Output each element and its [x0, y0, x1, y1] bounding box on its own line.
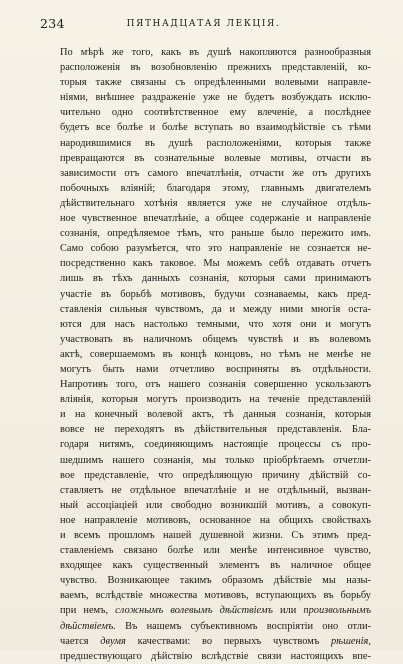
text-line — [60, 619, 371, 634]
text-segment: ются для насъ настолько темными, что хотя они и могутъ — [60, 318, 371, 330]
text-line — [60, 362, 371, 377]
text-segment: зависимости отъ самого впечатлѣнія, отчасти же отъ другихъ — [60, 167, 371, 179]
text-segment: народившимися въ душѣ расположеніями, которыя также — [60, 137, 371, 149]
page-number: 234 — [40, 16, 65, 31]
text-line — [60, 603, 371, 618]
text-segment: ставленія сильныя чувствомъ, да и между ними многія оста- — [60, 303, 371, 315]
text-line — [60, 483, 371, 498]
text-line — [60, 181, 371, 196]
text-segment: превращаются въ сознательные волевые мотивы, отчасти въ — [60, 152, 371, 164]
text-segment: вовсе не переходятъ въ дѣйствительныя представленія. Бла- — [60, 424, 371, 436]
text-segment: чительно одно соотвѣтственное ему влеченіе, а послѣднее — [60, 107, 371, 119]
text-line — [60, 136, 371, 151]
text-line — [60, 558, 371, 573]
text-segment: дѣйствительнаго хотѣнія является уже не случайное отдѣль- — [60, 197, 371, 209]
text-line — [60, 317, 371, 332]
text-line — [60, 241, 371, 256]
text-line — [60, 166, 371, 181]
text-line — [60, 75, 371, 90]
text-line — [60, 332, 371, 347]
text-line — [60, 407, 371, 422]
text-line — [60, 634, 371, 649]
text-line — [60, 45, 371, 60]
text-line — [60, 256, 371, 271]
text-line — [60, 437, 371, 452]
text-segment: или — [272, 605, 304, 617]
text-segment: предшествующаго дѣйствію вслѣдствіе связи настоящихъ впе- — [60, 650, 371, 662]
text-segment: ное направленіе мотивовъ, основанное на общихъ свойствахъ — [60, 514, 371, 526]
text-line — [60, 60, 371, 75]
text-line — [60, 226, 371, 241]
text-segment: ставляетъ не отдѣльное впечатлѣніе и не отдѣльный, вызван- — [60, 484, 371, 496]
text-segment: торыя также связаны съ опредѣленными волевыми направле- — [60, 77, 371, 89]
running-title: ПЯТНАДЦАТАЯ ЛЕКЦІЯ. — [126, 19, 281, 29]
text-line — [60, 271, 371, 286]
text-segment: шедшимъ нашего сознанія, мы только пріобрѣтаемъ отчетли- — [60, 454, 371, 466]
italic-text: рѣшенія, — [330, 635, 371, 647]
text-segment: Въ нашемъ субъективномъ воспріятіи оно отли- — [115, 620, 371, 632]
text-line — [60, 211, 371, 226]
body-text — [60, 45, 371, 664]
text-segment: Само собою разумѣется, что это направленіе не сознается не- — [60, 243, 371, 255]
text-segment: вліянія, которыя могутъ производить на теченіе представленій — [60, 394, 371, 406]
text-line — [60, 392, 371, 407]
text-line — [60, 347, 371, 362]
italic-text: произвольнымъ — [303, 605, 371, 617]
text-segment: ный ассоціаціей или свободно возникшій мотивъ, а совокуп- — [60, 499, 371, 511]
text-segment: ставленіемъ связано болѣе или менѣе интенсивное чувство, — [60, 545, 371, 557]
text-segment: годаря нитямъ, соединяющимъ настоящіе процессы съ про- — [60, 439, 371, 451]
italic-text: двумя — [100, 635, 126, 647]
text-segment: актѣ, совершаемомъ въ концѣ концовъ, но тѣмъ не менѣе не — [60, 348, 371, 360]
text-line — [60, 453, 371, 468]
text-line — [60, 528, 371, 543]
text-segment: и на конечный волевой актъ, тѣ данныя сознанія, которыя — [60, 409, 371, 421]
text-segment: вое представленіе, что опредѣляющую причину дѣйствій со- — [60, 469, 371, 481]
text-line — [60, 513, 371, 528]
text-line — [60, 90, 371, 105]
text-line — [60, 120, 371, 135]
text-line — [60, 151, 371, 166]
text-line — [60, 196, 371, 211]
text-segment: ваемъ, вслѣдствіе множества мотивовъ, вступающихъ въ борьбу — [60, 590, 371, 602]
text-segment: будетъ все болѣе и болѣе вступать во взаимодѣйствіе съ тѣми — [60, 122, 371, 134]
text-segment: лишь въ тѣхъ данныхъ сознанія, которыя сами принимаютъ — [60, 273, 371, 285]
text-line — [60, 287, 371, 302]
text-segment: ніями, внѣшнее раздраженіе уже не будетъ возбуждать исклю- — [60, 92, 371, 104]
text-segment: чается — [60, 635, 101, 647]
text-segment: По мѣрѣ же того, какъ въ душѣ накопляются разнообразныя — [60, 47, 371, 58]
text-line — [60, 498, 371, 513]
text-segment: и всемъ прошломъ нашей душевной жизни. Съ этимъ пред- — [60, 530, 371, 541]
text-segment: Напротивъ того, отъ нашего сознанія совершенно ускользаютъ — [60, 379, 371, 391]
text-line — [60, 588, 371, 603]
text-segment: посредственно какъ таковое. Мы можемъ себѣ отдавать отчетъ — [60, 258, 371, 270]
text-segment: побочныхъ вліяній; благодаря этому, главнымъ двигателемъ — [60, 182, 371, 194]
text-line — [60, 468, 371, 483]
text-segment: при немъ, — [60, 605, 116, 617]
text-line — [60, 649, 371, 664]
text-line — [60, 105, 371, 120]
text-segment: сознанія, опредѣляемое тѣмъ, что раньше было пережито имъ. — [60, 228, 371, 240]
text-line — [60, 422, 371, 437]
text-segment: могутъ быть нами отчетливо восприняты въ отдѣльности. — [60, 363, 371, 375]
text-segment: ное чувственное впечатлѣніе, а общее содержаніе и направленіе — [60, 213, 371, 225]
text-segment: расположенія въ возобновленію прежнихъ представленій, ко- — [60, 62, 371, 74]
italic-text: сложнымъ волевымъ дѣйствіемъ — [115, 605, 273, 617]
text-segment: качествами: во первыхъ чувствомъ — [125, 635, 331, 647]
text-segment: участвовать въ наличномъ общемъ чувствѣ и въ волевомъ — [60, 333, 371, 345]
text-line — [60, 543, 371, 558]
text-line — [60, 377, 371, 392]
text-segment: входящее какъ существенный элементъ въ наличное общее — [60, 560, 371, 572]
running-head — [40, 17, 367, 31]
text-line — [60, 302, 371, 317]
text-line — [60, 573, 371, 588]
text-segment: участіе въ борьбѣ мотивовъ, будучи сознаваемы, какъ пред- — [60, 288, 371, 300]
italic-text: дѣйствіемъ. — [60, 620, 116, 632]
text-segment: чувство. Возникающее такимъ образомъ дѣйствіе мы назы- — [60, 575, 371, 587]
